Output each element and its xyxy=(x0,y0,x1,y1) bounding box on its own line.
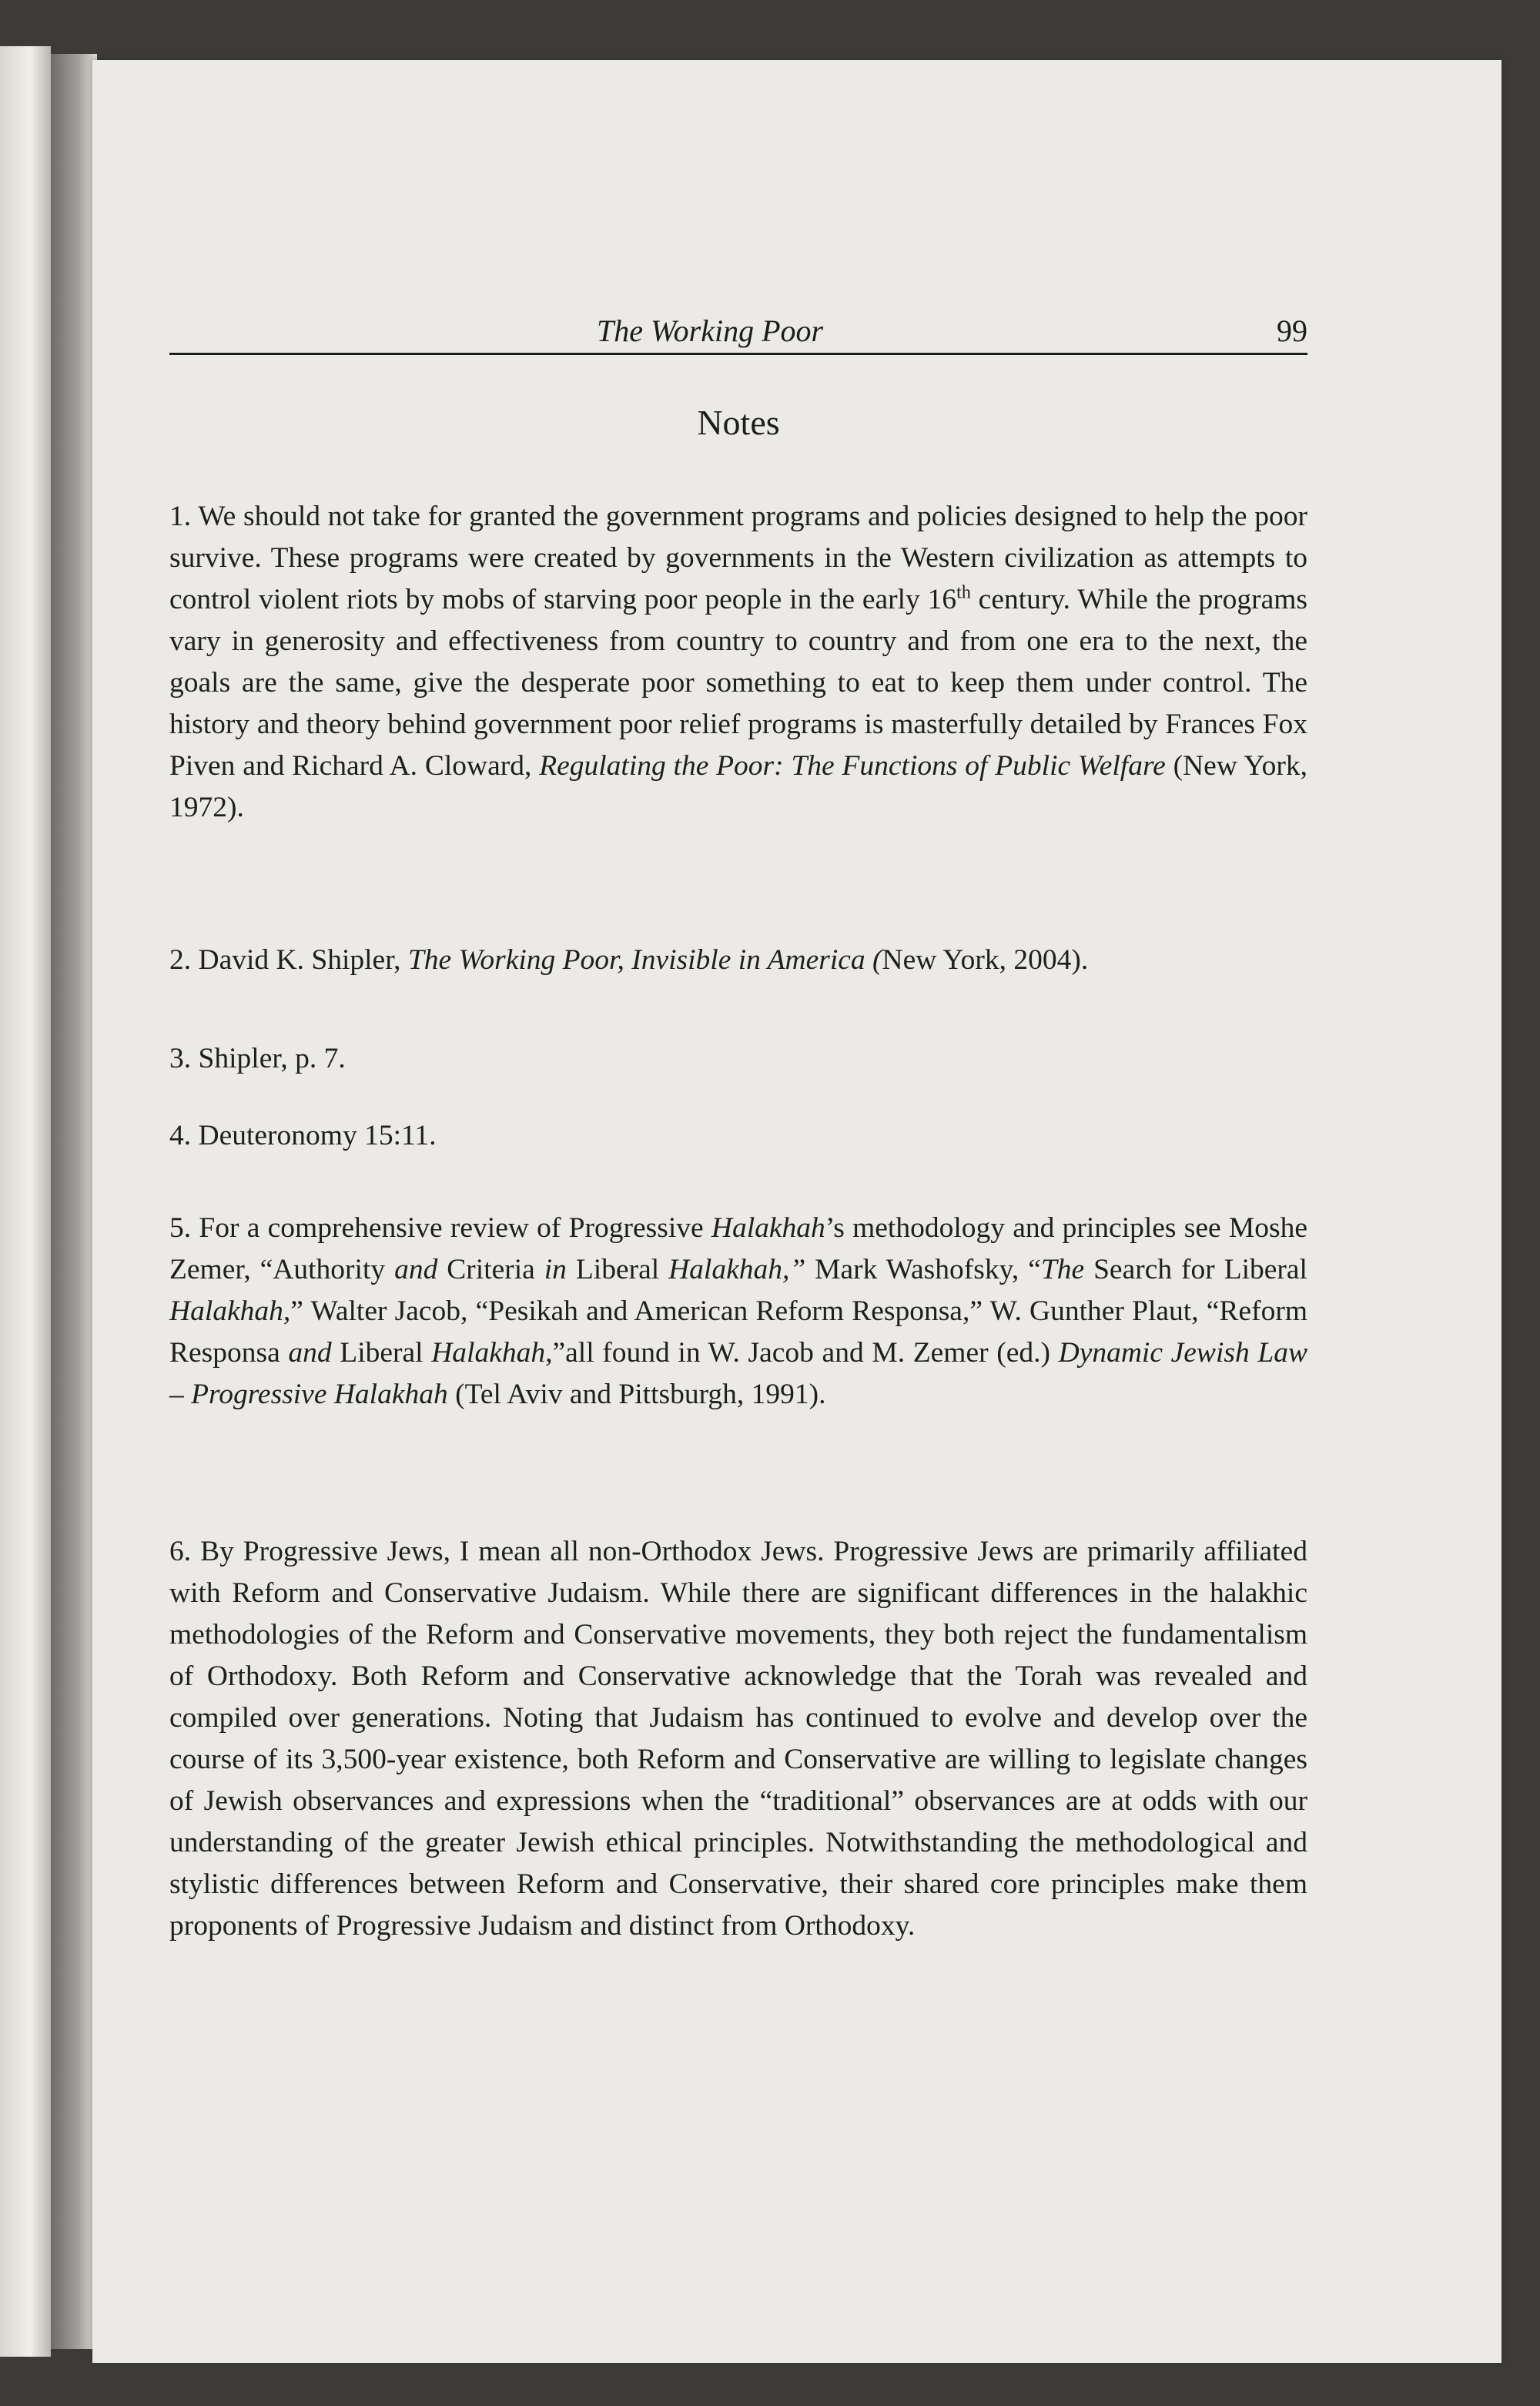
note-text: century. While the programs vary in generosity and effectiveness from country to country and from one era to the next, the goals are the same, give the desperate poor something to eat to keep them under control. The history and theory behind government poor relief programs is masterfully detailed by Frances Fox Piven and Richard A. Cloward, xyxy=(169,584,1307,782)
running-title: The Working Poor xyxy=(597,313,824,348)
note-text: Mark Washofsky, “ xyxy=(805,1254,1041,1285)
cited-title: Dynamic Jewish Law – Progressive Halakhah xyxy=(169,1337,1307,1410)
note-text: Deuteronomy 15:11. xyxy=(198,1120,437,1151)
note-number: 6. xyxy=(169,1536,192,1567)
facing-page-edge xyxy=(0,46,51,2357)
note-number: 1. xyxy=(169,501,192,532)
note-text: For a comprehensive review of Progressive xyxy=(199,1212,711,1244)
note-text: Liberal xyxy=(566,1254,669,1285)
note-text: ” Walter Jacob, “Pesikah and American Reform Responsa,” W. Gunther Plaut, “Reform Responsa xyxy=(169,1295,1307,1369)
notes-heading: Notes xyxy=(697,403,780,442)
book-gutter xyxy=(51,54,97,2349)
note-text: Shipler, p. 7. xyxy=(198,1043,346,1074)
note-text: By Progressive Jews, I mean all non-Orthodox Jews. Progressive Jews are primarily affiliated with Reform and Conservative Judaism. While there are significant differences in the halakhic methodologies of the Reform and Conservative movements, they both reject the fundamentalism of Orthodoxy. Both Reform and Conservative acknowledge that the Torah was revealed and compiled over generations. Noting that Judaism has continued to evolve and develop over the course of its 3,500-year existence, both Reform and Conservative are willing to legislate changes of Jewish observances and expressions when the “traditional” observances are at odds with our understanding of the greater Jewish ethical principles. Notwithstanding the methodological and stylistic differences between Reform and Conservative, their shared core principles make them proponents of Progressive Judaism and distinct from Orthodoxy. xyxy=(169,1536,1307,1942)
note-text: ’s methodology and principles see Moshe Zemer, “Authority xyxy=(169,1212,1307,1285)
italic-term: and xyxy=(288,1337,332,1369)
running-header xyxy=(169,308,1307,355)
note-text: Search for Liberal xyxy=(1084,1254,1307,1285)
note-1 xyxy=(169,496,1307,829)
note-number: 2. xyxy=(169,944,192,976)
note-text: David K. Shipler, xyxy=(198,944,408,976)
italic-term: Halakhah xyxy=(711,1212,825,1244)
cited-title: The Working Poor, Invisible in America ( xyxy=(407,944,882,976)
note-2 xyxy=(169,940,1307,981)
note-5 xyxy=(169,1208,1307,1416)
note-3 xyxy=(169,1038,1307,1080)
note-text: Liberal xyxy=(331,1337,432,1369)
note-number: 4. xyxy=(169,1120,192,1151)
italic-term: The xyxy=(1040,1254,1085,1285)
note-text: Criteria xyxy=(437,1254,544,1285)
italic-term: Halakhah, xyxy=(431,1337,553,1369)
note-text: (Tel Aviv and Pittsburgh, 1991). xyxy=(447,1379,826,1410)
note-number: 3. xyxy=(169,1043,192,1074)
note-text: (New York, 1972). xyxy=(169,750,1308,823)
italic-term: Halakhah, xyxy=(169,1295,291,1327)
note-number: 5. xyxy=(169,1212,192,1244)
note-6 xyxy=(169,1531,1307,1947)
note-4 xyxy=(169,1115,1307,1157)
book-page xyxy=(92,60,1502,2363)
note-text: We should not take for granted the government programs and policies designed to help the poor survive. These programs were created by governments in the Western civilization as attempts to control violent riots by mobs of starving poor people in the early 16 xyxy=(169,501,1307,615)
note-text: New York, 2004). xyxy=(882,944,1089,976)
page-number: 99 xyxy=(1277,313,1307,348)
cited-title: Regulating the Poor: The Functions of Public Welfare xyxy=(539,750,1166,782)
italic-term: Halakhah,” xyxy=(668,1254,806,1285)
note-text: ”all found in W. Jacob and M. Zemer (ed.) xyxy=(552,1337,1059,1369)
ordinal-suffix: th xyxy=(956,582,971,603)
italic-term: and xyxy=(394,1254,438,1285)
italic-term: in xyxy=(544,1254,567,1285)
